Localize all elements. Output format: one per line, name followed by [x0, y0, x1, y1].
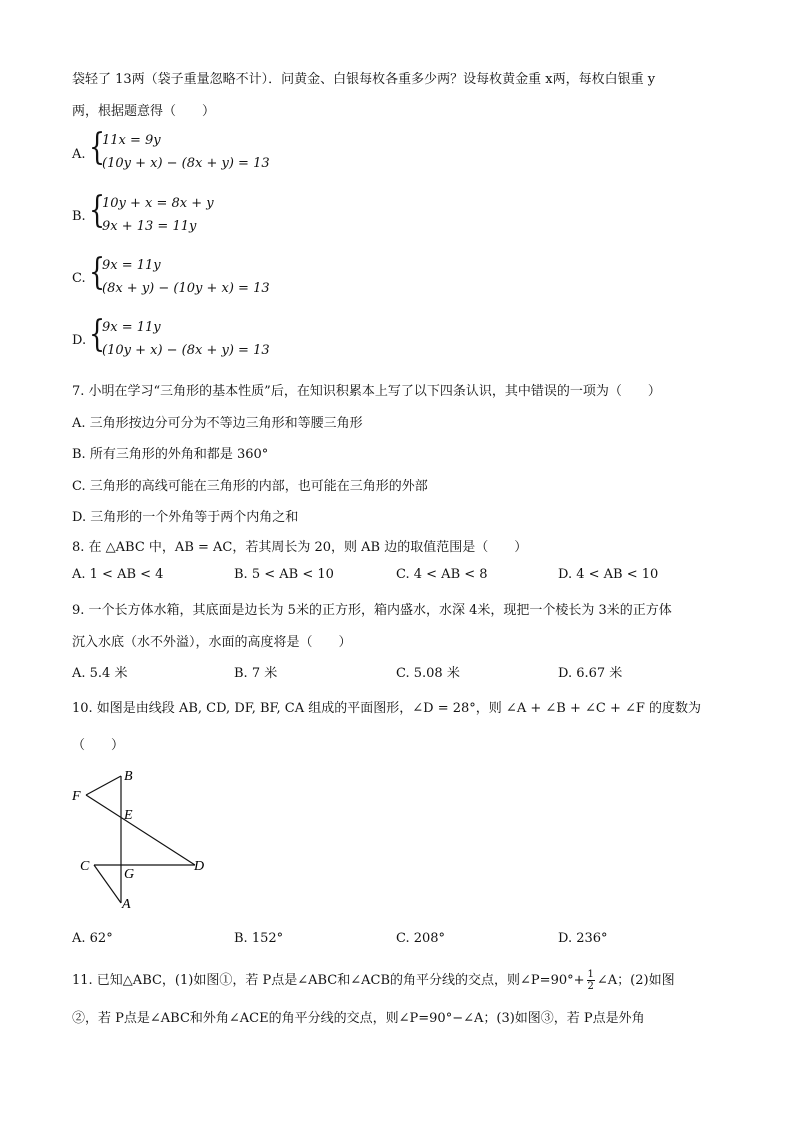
q6-option-a-label: A.: [72, 147, 86, 162]
label-a: A: [122, 897, 131, 912]
q10-stem-line1: 10. 如图是由线段 AB, CD, DF, BF, CA 组成的平面图形，∠D = 28°，则 ∠A + ∠B + ∠C + ∠F 的度数为: [72, 701, 702, 716]
q6-stem-line2: 两，根据题意得（ ）: [72, 104, 216, 119]
q11-fraction-denominator: 2: [587, 981, 594, 992]
segment-ca: [94, 865, 121, 903]
label-f: F: [72, 789, 81, 804]
q6-stem-line1: 袋轻了 13两（袋子重量忽略不计）．问黄金、白银每枚各重多少两？设每枚黄金重 x两，每枚白银重 y: [72, 72, 656, 87]
q10-option-d: D. 236°: [558, 931, 608, 946]
q6-option-d-label: D.: [72, 333, 87, 348]
q10-option-c: C. 208°: [396, 931, 446, 946]
q6-option-b-eq1: 10y + x = 8x + y: [102, 196, 214, 211]
q6-option-b-label: B.: [72, 209, 86, 224]
q6-option-c-eq1: 9x = 11y: [102, 258, 161, 273]
brace-icon: {: [89, 190, 106, 231]
q9-stem-line2: 沉入水底（水不外溢），水面的高度将是（ ）: [72, 635, 352, 650]
q11-fraction: [587, 969, 595, 992]
label-g: G: [124, 867, 135, 882]
q6-option-d-eq2: (10y + x) − (8x + y) = 13: [102, 343, 270, 358]
brace-icon: {: [89, 252, 106, 293]
q8-stem: 8. 在 △ABC 中，AB = AC，若其周长为 20，则 AB 边的取值范围是（ ）: [72, 540, 528, 555]
q8-option-d: D. 4 < AB < 10: [558, 567, 659, 582]
q10-option-a: A. 62°: [72, 931, 113, 946]
q7-option-a: A. 三角形按边分可分为不等边三角形和等腰三角形: [72, 416, 363, 431]
brace-icon: {: [89, 314, 106, 355]
q7-option-b: B. 所有三角形的外角和都是 360°: [72, 447, 269, 462]
q11-stem-part1: 11. 已知△ABC，(1)如图①，若 P点是∠ABC和∠ACB的角平分线的交点，则∠P=90°+: [72, 973, 585, 988]
label-e: E: [124, 808, 133, 823]
q6-option-a-eq2: (10y + x) − (8x + y) = 13: [102, 156, 270, 171]
q9-stem-line1: 9. 一个长方体水箱，其底面是边长为 5米的正方形，箱内盛水，水深 4米，现把一个棱长为 3米的正方体: [72, 603, 672, 618]
brace-icon: {: [89, 127, 106, 168]
q11-stem-part2: ∠A；(2)如图: [596, 973, 675, 988]
q7-stem: 7. 小明在学习“三角形的基本性质”后，在知识积累本上写了以下四条认识，其中错误的一项为（ ）: [72, 384, 661, 399]
label-b: B: [124, 769, 133, 784]
q11-stem-line1: [72, 969, 675, 992]
q8-option-c: C. 4 < AB < 8: [396, 567, 488, 582]
segment-bf: [86, 776, 121, 795]
q10-option-b: B. 152°: [234, 931, 284, 946]
q6-option-d-eq1: 9x = 11y: [102, 320, 161, 335]
q6-option-c-eq2: (8x + y) − (10y + x) = 13: [102, 281, 270, 296]
q7-option-c: C. 三角形的高线可能在三角形的内部，也可能在三角形的外部: [72, 479, 428, 494]
q6-option-b-eq2: 9x + 13 = 11y: [102, 219, 197, 234]
q11-fraction-numerator: 1: [587, 969, 594, 980]
q8-option-b: B. 5 < AB < 10: [234, 567, 334, 582]
q9-option-d: D. 6.67 米: [558, 666, 623, 681]
q9-option-c: C. 5.08 米: [396, 666, 460, 681]
segment-df: [86, 795, 195, 865]
q10-geometry-figure: [64, 762, 224, 922]
q6-option-a-eq1: 11x = 9y: [102, 133, 161, 148]
q9-option-a: A. 5.4 米: [72, 666, 128, 681]
q6-option-c-label: C.: [72, 271, 86, 286]
q11-stem-line2: ②，若 P点是∠ABC和外角∠ACE的角平分线的交点，则∠P=90°−∠A；(3)如图③，若 P点是外角: [72, 1011, 645, 1026]
label-c: C: [80, 859, 90, 874]
label-d: D: [194, 859, 205, 874]
q10-stem-line2: （ ）: [72, 738, 125, 753]
q9-option-b: B. 7 米: [234, 666, 278, 681]
q7-option-d: D. 三角形的一个外角等于两个内角之和: [72, 510, 299, 525]
q8-option-a: A. 1 < AB < 4: [72, 567, 164, 582]
